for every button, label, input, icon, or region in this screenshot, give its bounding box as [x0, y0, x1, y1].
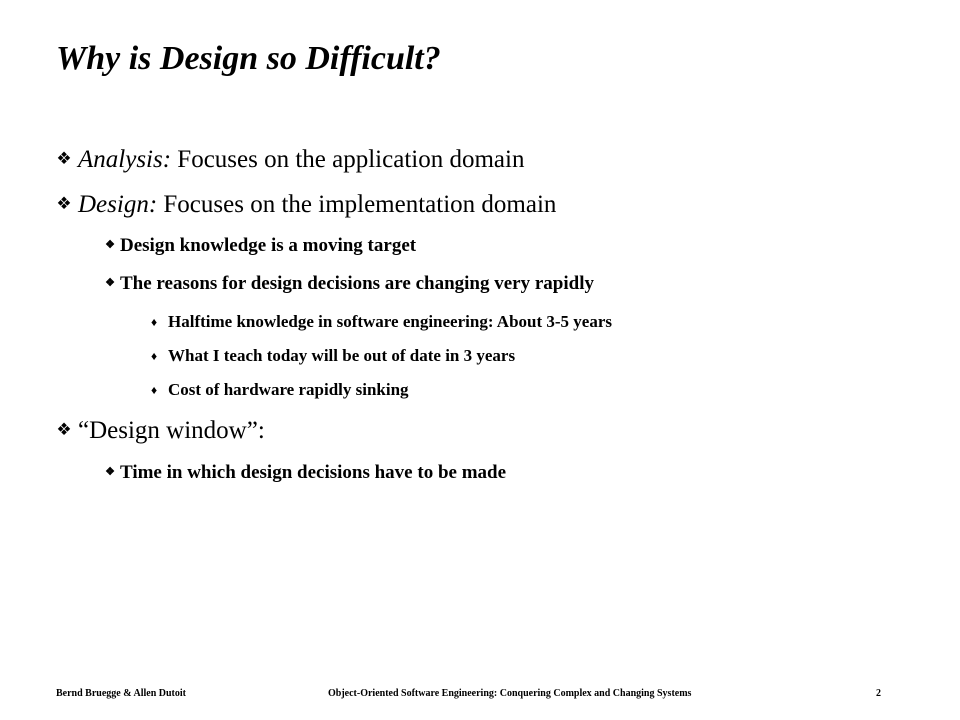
diamond-bullet-icon: ❖ — [56, 420, 72, 439]
bullet-text: The reasons for design decisions are changing very rapidly — [120, 273, 594, 294]
bullet-text: What I teach today will be out of date in 3 years — [168, 346, 516, 365]
footer-book-title: Object-Oriented Software Engineering: Conquering Complex and Changing Systems — [328, 688, 692, 699]
bullet-design — [50, 192, 556, 217]
slide-title: Why is Design so Difficult? — [56, 40, 441, 77]
diamond-bullet-icon: ❖ — [105, 466, 115, 478]
sub-bullet — [100, 236, 416, 255]
bullet-text: Design knowledge is a moving target — [120, 235, 417, 256]
bullet-text: Cost of hardware rapidly sinking — [168, 380, 409, 399]
small-diamond-icon: ♦ — [150, 315, 158, 329]
footer-authors: Bernd Bruegge & Allen Dutoit — [56, 688, 186, 699]
bullet-emphasis: Design: — [78, 191, 158, 218]
bullet-text: Focuses on the implementation domain — [157, 191, 557, 218]
bullet-text: Focuses on the application domain — [171, 146, 525, 173]
bullet-text: “Design window”: — [78, 417, 265, 444]
sub-sub-bullet — [140, 347, 515, 364]
bullet-emphasis: Analysis: — [78, 146, 172, 173]
small-diamond-icon: ♦ — [150, 383, 158, 397]
sub-sub-bullet — [140, 381, 409, 398]
diamond-bullet-icon: ❖ — [56, 194, 72, 213]
bullet-text: Time in which design decisions have to be made — [120, 462, 507, 483]
diamond-bullet-icon: ❖ — [105, 277, 115, 289]
sub-bullet — [100, 274, 594, 293]
sub-sub-bullet — [140, 313, 612, 330]
diamond-bullet-icon: ❖ — [105, 239, 115, 251]
page-number: 2 — [876, 688, 881, 699]
sub-bullet — [100, 463, 506, 482]
bullet-design-window — [50, 418, 265, 443]
small-diamond-icon: ♦ — [150, 349, 158, 363]
bullet-text: Halftime knowledge in software engineering: About 3-5 years — [168, 312, 613, 331]
bullet-analysis — [50, 147, 524, 172]
diamond-bullet-icon: ❖ — [56, 149, 72, 168]
